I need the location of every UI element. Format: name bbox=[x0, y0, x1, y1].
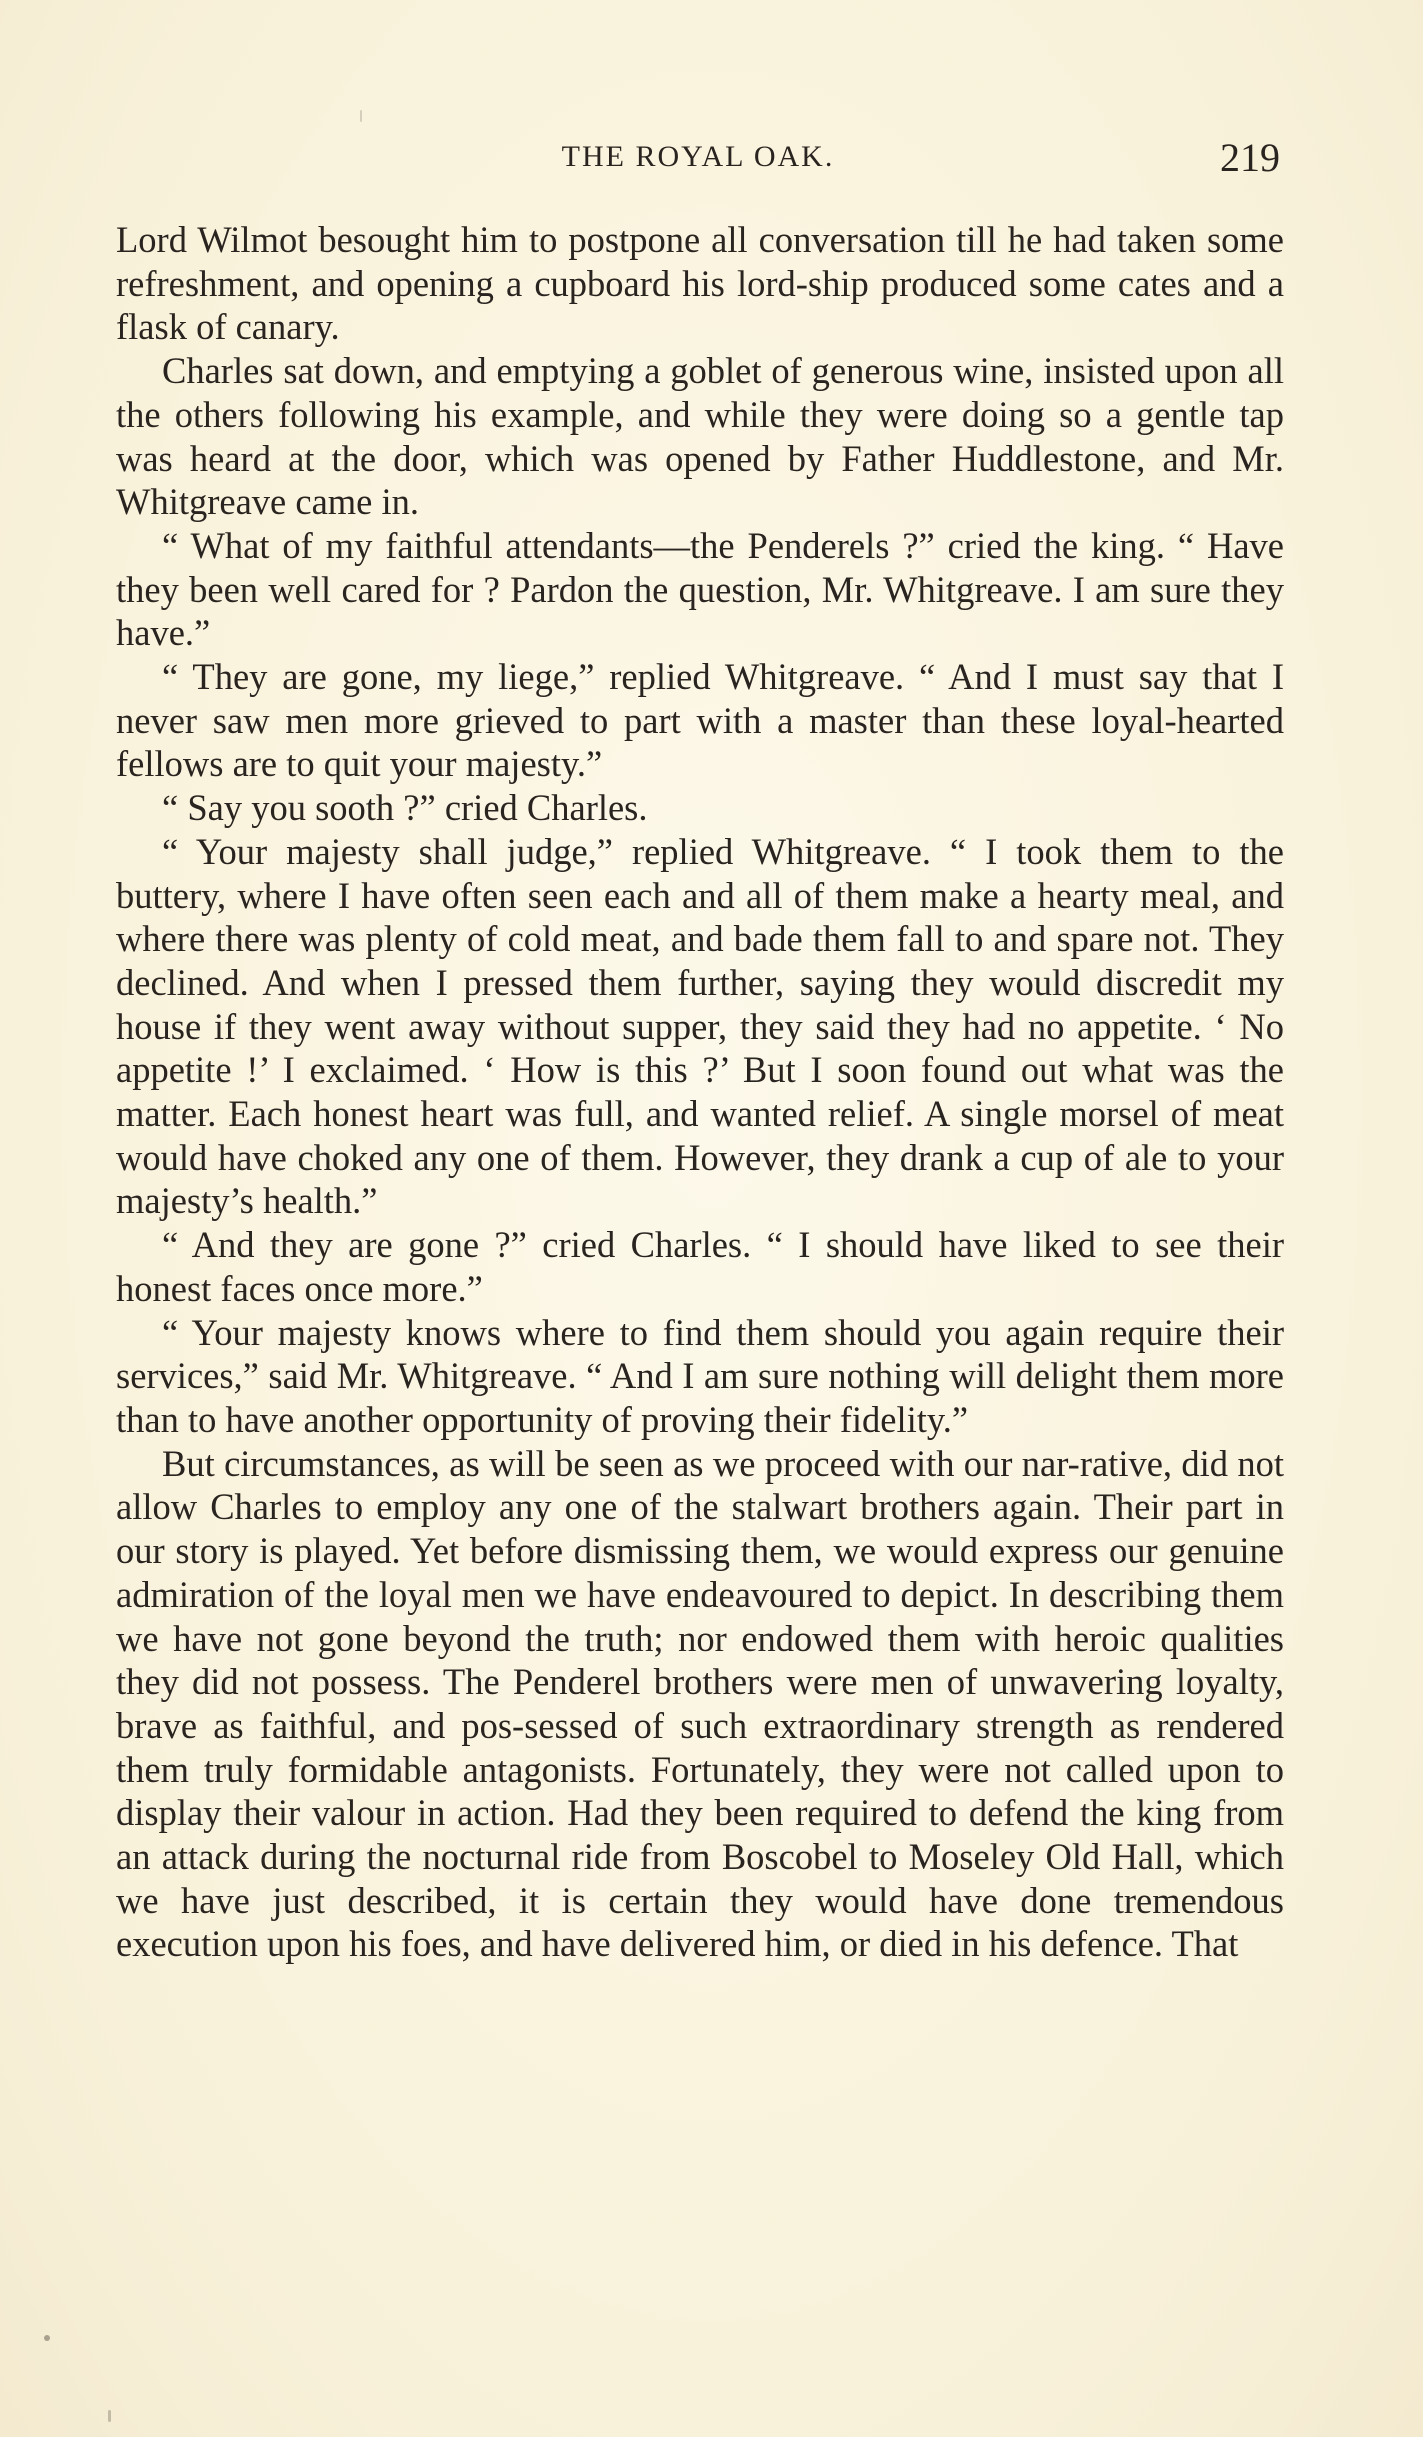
paper-speck bbox=[108, 2410, 111, 2422]
paragraph: “ Your majesty shall judge,” replied Whitgreave. “ I took them to the buttery, where I have often seen each and all of them make a hearty meal, and where there was plenty of cold meat, and bade them fall to and spare not. They declined. And when I pressed them further, saying they would discredit my house if they went away without supper, they said they had no appetite. ‘ No appetite !’ I exclaimed. ‘ How is this ?’ But I soon found out what was the matter. Each honest heart was full, and wanted relief. A single morsel of meat would have choked any one of them. However, they drank a cup of ale to your majesty’s health.” bbox=[116, 830, 1284, 1222]
paragraph: Lord Wilmot besought him to postpone all conversation till he had taken some refreshment, and opening a cupboard his lord-ship produced some cates and a flask of canary. bbox=[116, 219, 1284, 348]
paper-speck bbox=[360, 110, 362, 122]
body-text bbox=[116, 218, 1284, 1966]
paragraph: Charles sat down, and emptying a goblet of generous wine, insisted upon all the others following his example, and while they were doing so a gentle tap was heard at the door, which was opened by Father Huddlestone, and Mr. Whitgreave came in. bbox=[116, 350, 1284, 523]
page-number: 219 bbox=[1220, 135, 1280, 180]
paragraph: “ And they are gone ?” cried Charles. “ I should have liked to see their honest faces once more.” bbox=[116, 1224, 1284, 1309]
running-title: THE ROYAL OAK. bbox=[561, 140, 835, 173]
paragraph: “ They are gone, my liege,” replied Whitgreave. “ And I must say that I never saw men more grieved to part with a master than these loyal-hearted fellows are to quit your majesty.” bbox=[116, 656, 1284, 785]
page-header bbox=[116, 135, 1280, 192]
paper-speck bbox=[792, 1590, 794, 1598]
paragraph: “ Say you sooth ?” cried Charles. bbox=[162, 787, 648, 829]
paper-speck bbox=[44, 2335, 50, 2341]
paragraph: “ Your majesty knows where to find them should you again require their services,” said Mr. Whitgreave. “ And I am sure nothing will delight them more than to have another opportunity of proving their fidelity.” bbox=[116, 1311, 1284, 1440]
paragraph: “ What of my faithful attendants—the Penderels ?” cried the king. “ Have they been well cared for ? Pardon the question, Mr. Whitgreave. I am sure they have.” bbox=[116, 524, 1284, 654]
paragraph: But circumstances, as will be seen as we proceed with our nar-rative, did not allow Charles to employ any one of the stalwart brothers again. Their part in our story is played. Yet before dismissing them, we would express our genuine admiration of the loyal men we have endeavoured to depict. In describing them we have not gone beyond the truth; nor endowed them with heroic qualities they did not possess. The Penderel brothers were men of unwavering loyalty, brave as faithful, and pos-sessed of such extraordinary strength as rendered them truly formidable antagonists. Fortunately, they were not called upon to display their valour in action. Had they been required to defend the king from an attack during the nocturnal ride from Boscobel to Moseley Old Hall, which we have just described, it is certain they would have done tremendous execution upon his foes, and have delivered him, or died in his defence. That bbox=[116, 1442, 1284, 1965]
